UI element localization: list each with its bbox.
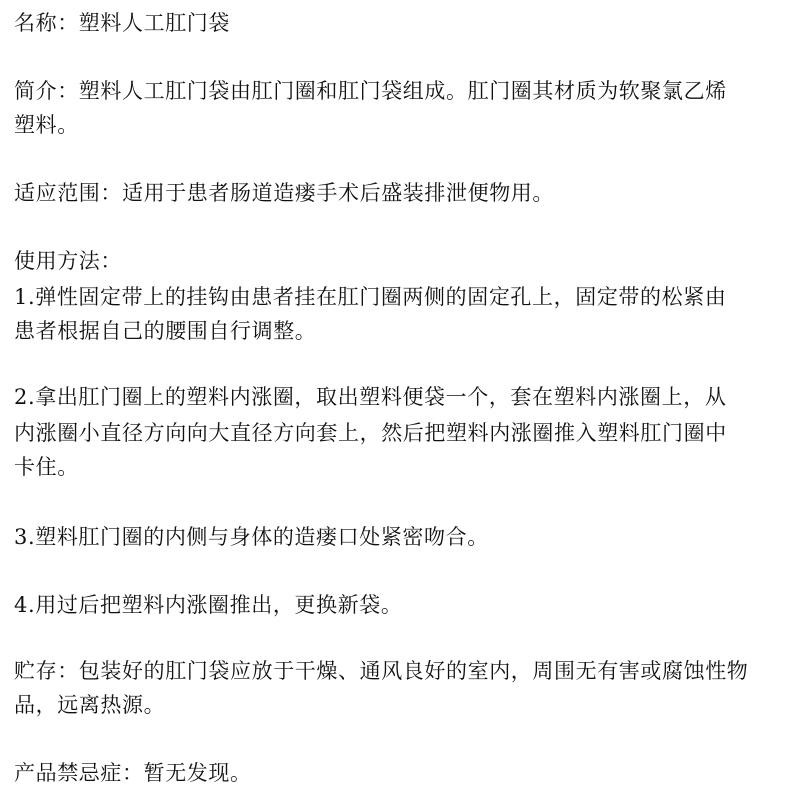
intro-line-1: 简介：塑料人工肛门袋由肛门圈和肛门袋组成。肛门圈其材质为软聚氯乙烯 (14, 79, 727, 103)
storage-line-2: 品，远离热源。 (14, 693, 166, 717)
step-1-line-1: 1.弹性固定带上的挂钩由患者挂在肛门圈两侧的固定孔上，固定带的松紧由 (14, 285, 727, 309)
step-2-line-2: 内涨圈小直径方向向大直径方向套上，然后把塑料内涨圈推入塑料肛门圈中 (14, 421, 727, 445)
contraindications-text: 产品禁忌症：暂无发现。 (14, 761, 252, 785)
step-3-text: 3.塑料肛门圈的内侧与身体的造瘘口处紧密吻合。 (14, 525, 489, 549)
step-2-line-1: 2.拿出肛门圈上的塑料内涨圈，取出塑料便袋一个，套在塑料内涨圈上，从 (14, 385, 727, 409)
document-page (14, 0, 794, 800)
scope-text: 适应范围：适用于患者肠道造瘘手术后盛装排泄便物用。 (14, 181, 554, 205)
usage-heading: 使用方法： (14, 249, 122, 273)
storage-line-1: 贮存：包装好的肛门袋应放于干燥、通风良好的室内，周围无有害或腐蚀性物 (14, 659, 749, 683)
step-4-text: 4.用过后把塑料内涨圈推出，更换新袋。 (14, 593, 403, 617)
step-1-line-2: 患者根据自己的腰围自行调整。 (14, 319, 317, 343)
intro-line-2: 塑料。 (14, 113, 79, 137)
product-name: 名称：塑料人工肛门袋 (14, 11, 230, 35)
step-2-line-3: 卡住。 (14, 455, 79, 479)
